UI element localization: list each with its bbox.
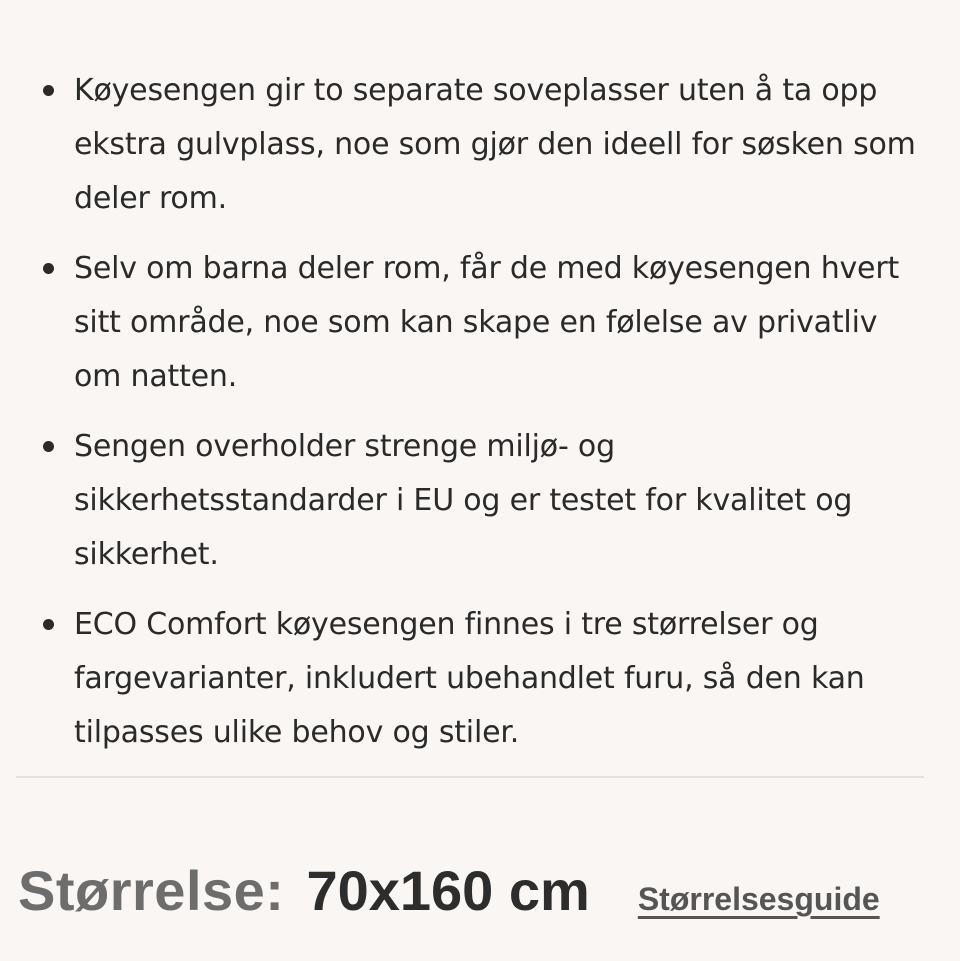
- bullet-icon: [43, 263, 54, 274]
- feature-list-item: [0, 598, 960, 760]
- section-divider: [16, 776, 924, 778]
- bullet-icon: [43, 441, 54, 452]
- bullet-icon: [43, 619, 54, 630]
- feature-list-item: [0, 242, 960, 404]
- selected-size-value: 70x160 cm: [306, 859, 590, 922]
- size-selector-row: [18, 858, 880, 928]
- feature-text: Sengen overholder strenge miljø- og sikkerhetsstandarder i EU og er testet for kvalitet og sikkerhet.: [74, 429, 853, 572]
- feature-list: [0, 64, 960, 776]
- feature-text: ECO Comfort køyesengen finnes i tre størrelser og fargevarianter, inkludert ubehandlet furu, så den kan tilpasses ulike behov og stiler.: [74, 607, 865, 750]
- feature-text: Selv om barna deler rom, får de med køyesengen hvert sitt område, noe som kan skape en følelse av privatliv om natten.: [74, 251, 900, 394]
- bullet-icon: [43, 85, 54, 96]
- size-label: Størrelse:: [18, 859, 285, 922]
- feature-text: Køyesengen gir to separate soveplasser uten å ta opp ekstra gulvplass, noe som gjør den ideell for søsken som deler rom.: [74, 73, 916, 216]
- size-guide-link[interactable]: Størrelsesguide: [637, 881, 880, 917]
- feature-list-item: [0, 420, 960, 582]
- feature-list-item: [0, 64, 960, 226]
